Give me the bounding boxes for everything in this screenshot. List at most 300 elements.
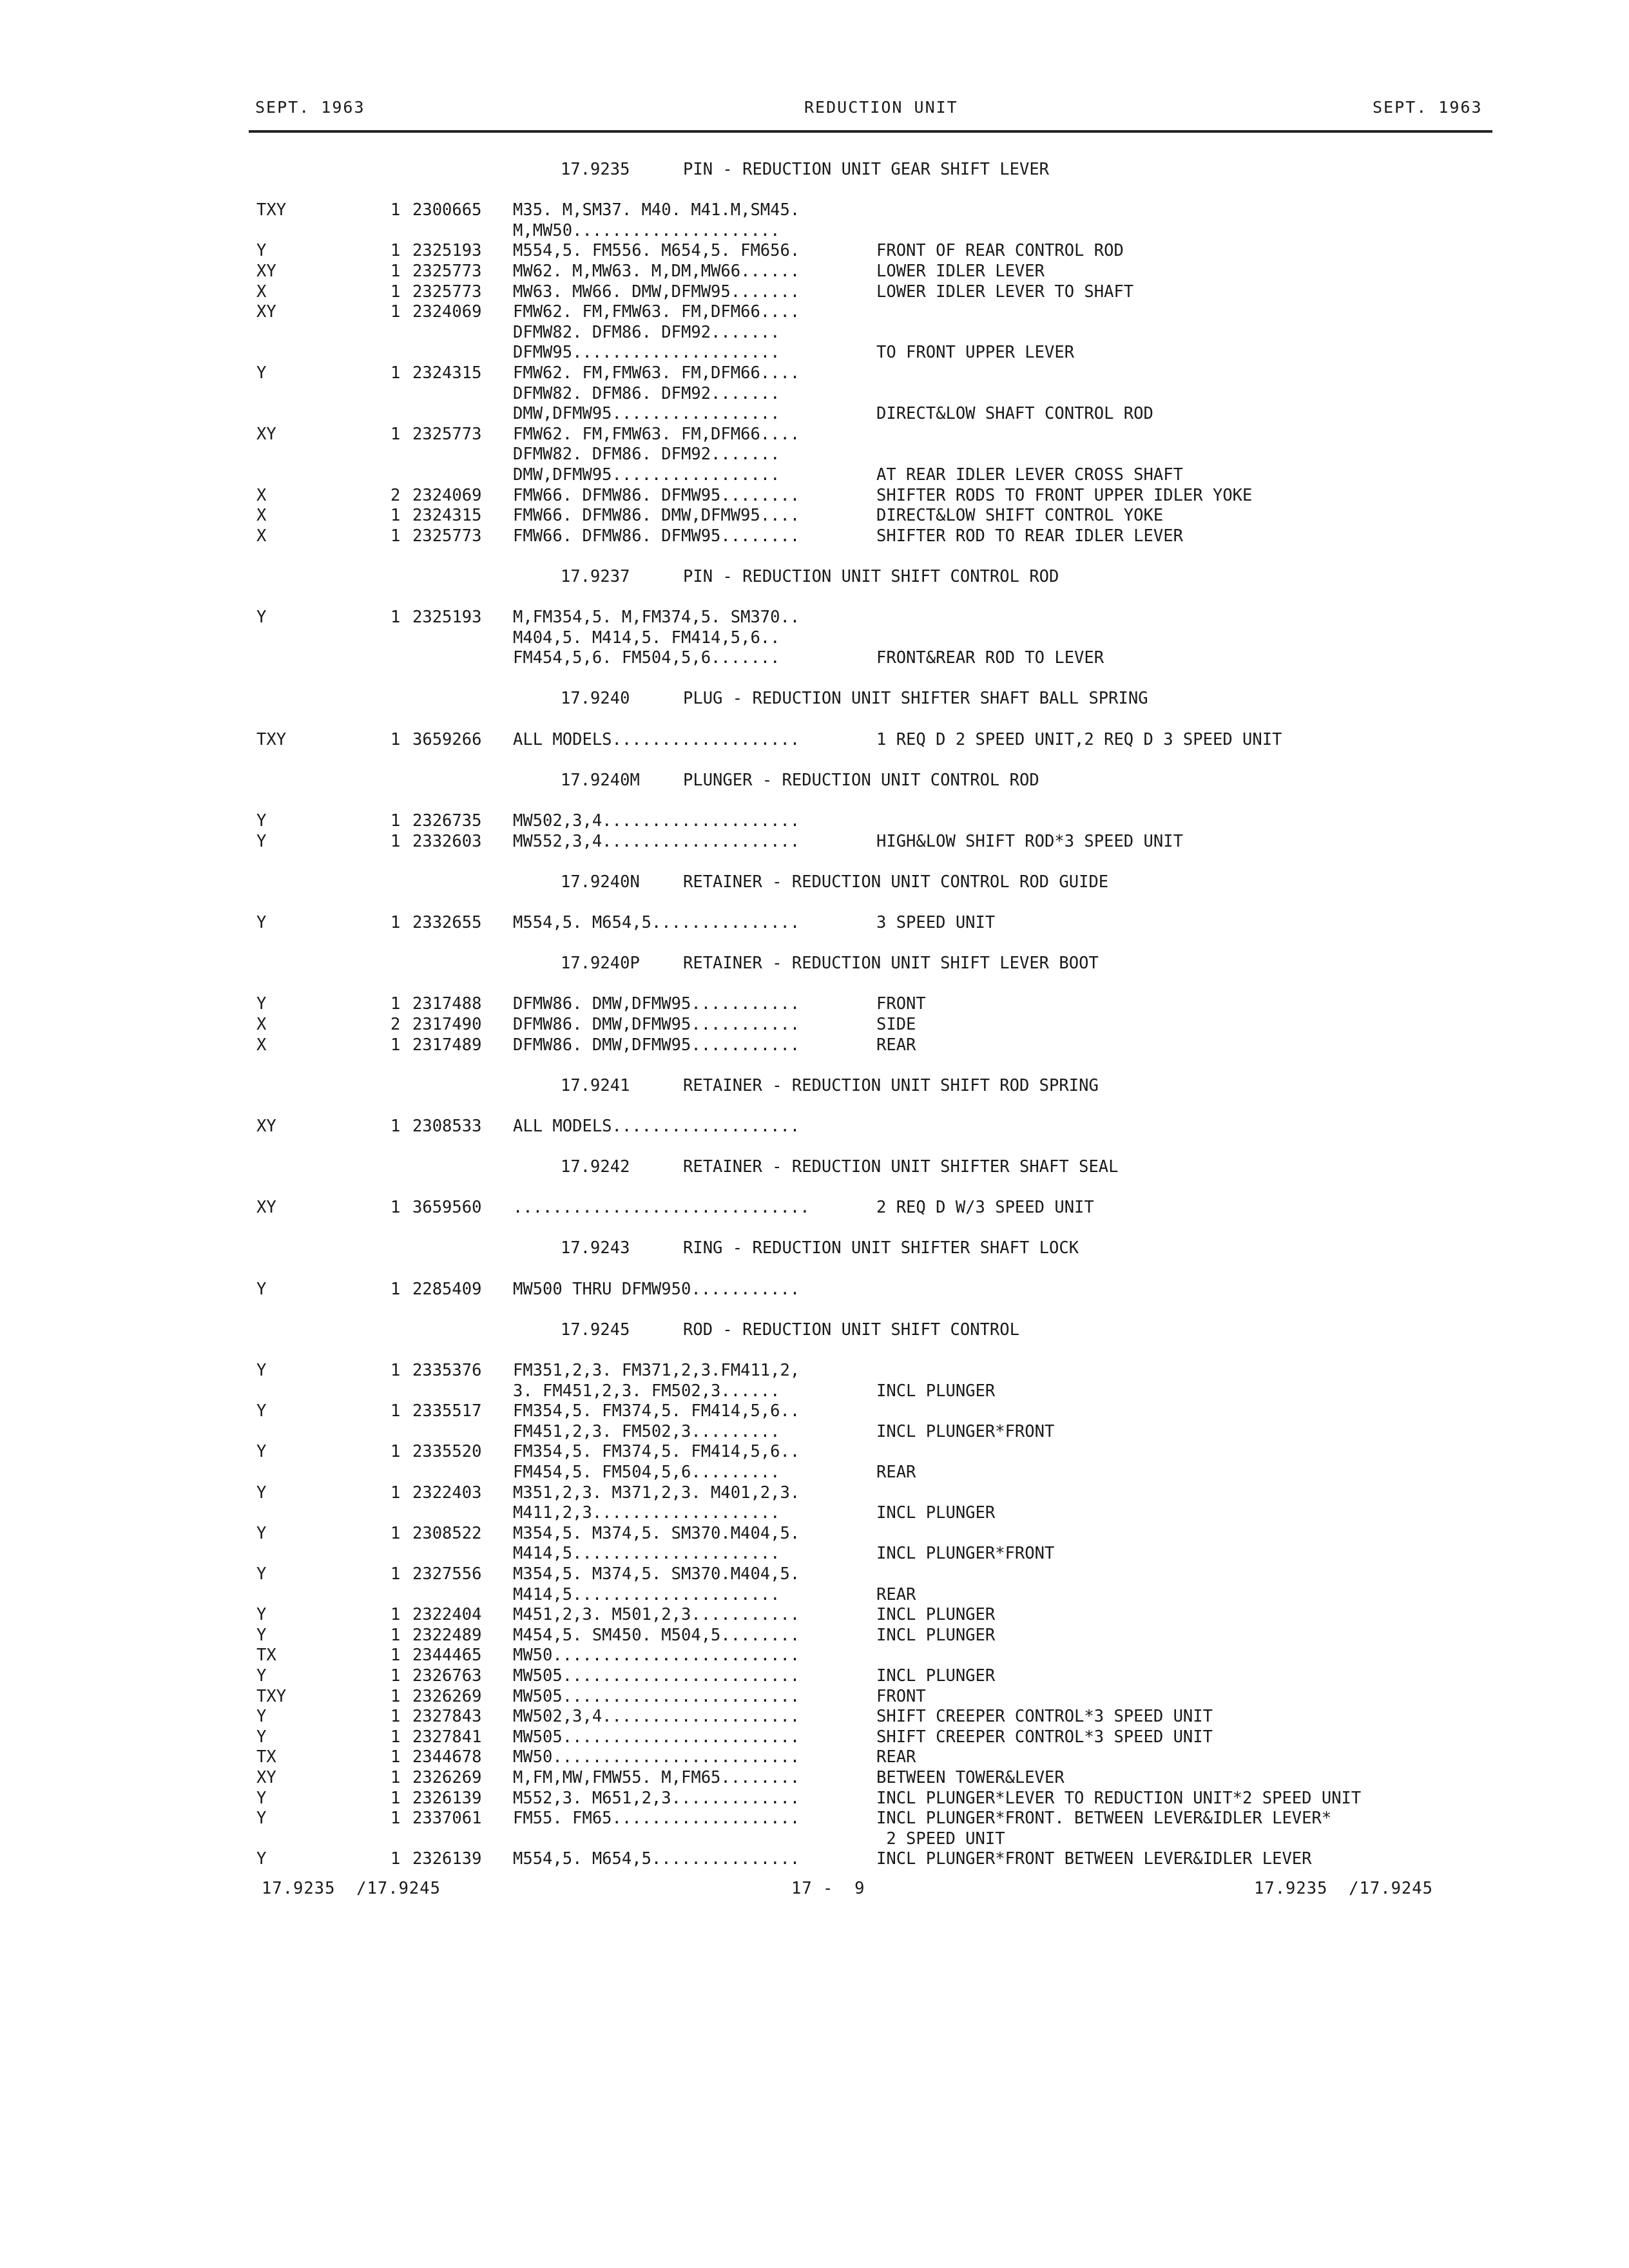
row-description: FRONT — [876, 994, 926, 1014]
row-description: SHIFTER ROD TO REAR IDLER LEVER — [876, 526, 1183, 546]
row-part-number: 2327843 — [412, 1707, 482, 1727]
table-row — [0, 730, 1629, 751]
row-models: MW552,3,4.................... — [513, 831, 800, 851]
row-part-number: 2327841 — [412, 1727, 482, 1747]
table-row — [0, 1361, 1629, 1381]
row-qty: 1 — [390, 1523, 401, 1543]
table-row — [0, 241, 1629, 262]
row-qty: 2 — [390, 485, 401, 505]
section-gap — [0, 1055, 1629, 1076]
row-code: Y — [256, 1625, 267, 1645]
row-models: MW50......................... — [513, 1747, 800, 1767]
row-code: Y — [256, 1666, 267, 1686]
row-qty: 1 — [390, 1483, 401, 1503]
row-models: FMW66. DFMW86. DFMW95........ — [513, 526, 800, 546]
row-part-number: 2344465 — [412, 1646, 482, 1666]
row-description: SHIFT CREEPER CONTROL*3 SPEED UNIT — [876, 1707, 1213, 1727]
table-row — [0, 1707, 1629, 1727]
row-code: X — [256, 1035, 267, 1055]
table-row — [0, 302, 1629, 323]
row-models: ALL MODELS................... — [513, 729, 800, 749]
row-part-number: 2332655 — [412, 912, 482, 932]
row-code: Y — [256, 608, 267, 628]
section-heading — [0, 771, 1629, 791]
row-models: FM55. FM65................... — [513, 1809, 800, 1829]
row-qty: 1 — [390, 1767, 401, 1787]
row-models: MW63. MW66. DMW,DFMW95....... — [513, 282, 800, 302]
row-models: M354,5. M374,5. SM370.M404,5. — [513, 1564, 800, 1584]
row-description: SIDE — [876, 1014, 916, 1034]
row-models: FMW66. DFMW86. DMW,DFMW95.... — [513, 506, 800, 526]
row-models: MW62. M,MW63. M,DM,MW66...... — [513, 261, 800, 281]
table-row — [0, 1768, 1629, 1789]
table-row — [0, 1646, 1629, 1666]
row-qty: 1 — [390, 1707, 401, 1727]
section-gap — [0, 1218, 1629, 1239]
row-qty: 1 — [390, 1686, 401, 1706]
row-models: M,MW50..................... — [513, 220, 780, 240]
row-part-number: 2325773 — [412, 282, 482, 302]
row-code: Y — [256, 1809, 267, 1829]
table-row — [0, 1829, 1629, 1850]
table-row — [0, 1280, 1629, 1300]
row-code: Y — [256, 912, 267, 932]
table-row — [0, 1747, 1629, 1768]
row-code: Y — [256, 1401, 267, 1421]
row-models: M554,5. M654,5............... — [513, 912, 800, 932]
row-part-number: 2326269 — [412, 1686, 482, 1706]
row-qty: 1 — [390, 363, 401, 383]
row-models: MW500 THRU DFMW950........... — [513, 1279, 800, 1299]
row-models: FMW66. DFMW86. DFMW95........ — [513, 485, 800, 505]
row-models: M414,5..................... — [513, 1544, 780, 1564]
section-gap — [0, 852, 1629, 872]
section-number: 17.9245 — [561, 1320, 630, 1340]
row-description: 3 SPEED UNIT — [876, 912, 996, 932]
section-number: 17.9241 — [561, 1075, 630, 1095]
footer-range-left: 17.9235 /17.9245 — [262, 1879, 441, 1898]
row-qty: 1 — [390, 200, 401, 220]
row-models: FMW62. FM,FMW63. FM,DFM66.... — [513, 424, 800, 444]
row-qty: 1 — [390, 1666, 401, 1686]
row-part-number: 2322403 — [412, 1483, 482, 1503]
row-description: SHIFT CREEPER CONTROL*3 SPEED UNIT — [876, 1727, 1213, 1747]
section-gap — [0, 546, 1629, 567]
table-row — [0, 913, 1629, 934]
row-models: M,FM,MW,FMW55. M,FM65........ — [513, 1767, 800, 1787]
row-description: INCL PLUNGER*FRONT — [876, 1544, 1055, 1564]
row-qty: 1 — [390, 811, 401, 831]
row-part-number: 2325193 — [412, 608, 482, 628]
row-models: DMW,DFMW95................. — [513, 465, 780, 485]
row-models: DFMW82. DFM86. DFM92....... — [513, 383, 780, 403]
section-gap — [0, 750, 1629, 771]
table-row — [0, 404, 1629, 425]
section-gap — [0, 1096, 1629, 1117]
row-qty: 1 — [390, 1605, 401, 1625]
row-code: Y — [256, 1727, 267, 1747]
row-description: BETWEEN TOWER&LEVER — [876, 1767, 1065, 1787]
row-description: REAR — [876, 1035, 916, 1055]
table-row — [0, 323, 1629, 343]
row-models: FM351,2,3. FM371,2,3.FM411,2, — [513, 1361, 800, 1381]
row-models: M554,5. FM556. M654,5. FM656. — [513, 241, 800, 261]
table-row — [0, 648, 1629, 669]
row-code: Y — [256, 1849, 267, 1869]
row-models: MW505........................ — [513, 1727, 800, 1747]
row-code: Y — [256, 994, 267, 1014]
parts-listing — [0, 160, 1629, 1870]
footer-range-right: 17.9235 /17.9245 — [1254, 1879, 1433, 1898]
table-row — [0, 1035, 1629, 1056]
row-description: INCL PLUNGER*FRONT. BETWEEN LEVER&IDLER LEVER* — [876, 1809, 1332, 1829]
header-rule — [249, 130, 1492, 133]
row-description: INCL PLUNGER — [876, 1625, 996, 1645]
row-qty: 1 — [390, 302, 401, 322]
table-row — [0, 221, 1629, 242]
row-part-number: 2324069 — [412, 302, 482, 322]
row-code: X — [256, 485, 267, 505]
row-part-number: 2326139 — [412, 1788, 482, 1808]
row-models: M404,5. M414,5. FM414,5,6.. — [513, 628, 780, 648]
row-description: INCL PLUNGER — [876, 1666, 996, 1686]
header-date-right: SEPT. 1963 — [1373, 98, 1483, 117]
section-title: RETAINER - REDUCTION UNIT SHIFTER SHAFT SEAL — [683, 1157, 1119, 1177]
row-code: XY — [256, 261, 276, 281]
row-qty: 1 — [390, 1116, 401, 1136]
row-part-number: 2335517 — [412, 1401, 482, 1421]
row-part-number: 3659266 — [412, 729, 482, 749]
row-part-number: 2325773 — [412, 526, 482, 546]
row-description: FRONT&REAR ROD TO LEVER — [876, 648, 1104, 668]
section-gap — [0, 791, 1629, 811]
row-code: Y — [256, 363, 267, 383]
table-row — [0, 1463, 1629, 1483]
row-models: MW505........................ — [513, 1686, 800, 1706]
section-title: RETAINER - REDUCTION UNIT CONTROL ROD GUIDE — [683, 872, 1109, 892]
section-gap — [0, 974, 1629, 995]
row-code: Y — [256, 1483, 267, 1503]
row-models: M354,5. M374,5. SM370.M404,5. — [513, 1523, 800, 1543]
row-models: M351,2,3. M371,2,3. M401,2,3. — [513, 1483, 800, 1503]
section-title: RING - REDUCTION UNIT SHIFTER SHAFT LOCK — [683, 1238, 1079, 1258]
row-code: Y — [256, 1564, 267, 1584]
row-models: MW502,3,4.................... — [513, 1707, 800, 1727]
row-models: MW50......................... — [513, 1646, 800, 1666]
table-row — [0, 1117, 1629, 1137]
table-row — [0, 1789, 1629, 1809]
row-code: Y — [256, 1523, 267, 1543]
table-row — [0, 1544, 1629, 1564]
table-row — [0, 1503, 1629, 1524]
row-part-number: 2326735 — [412, 811, 482, 831]
row-code: Y — [256, 811, 267, 831]
row-code: Y — [256, 241, 267, 261]
section-title: RETAINER - REDUCTION UNIT SHIFT ROD SPRING — [683, 1075, 1099, 1095]
row-part-number: 3659560 — [412, 1198, 482, 1218]
row-qty: 1 — [390, 1442, 401, 1462]
section-heading — [0, 954, 1629, 974]
table-row — [0, 200, 1629, 221]
row-code: Y — [256, 831, 267, 851]
row-models: 3. FM451,2,3. FM502,3...... — [513, 1381, 780, 1401]
row-models: FM354,5. FM374,5. FM414,5,6.. — [513, 1442, 800, 1462]
row-models: FM354,5. FM374,5. FM414,5,6.. — [513, 1401, 800, 1421]
row-code: X — [256, 282, 267, 302]
row-qty: 1 — [390, 1809, 401, 1829]
section-heading — [0, 1320, 1629, 1341]
row-code: XY — [256, 424, 276, 444]
header-date-left: SEPT. 1963 — [255, 98, 365, 117]
row-description: INCL PLUNGER — [876, 1381, 996, 1401]
row-models: M454,5. SM450. M504,5........ — [513, 1625, 800, 1645]
row-qty: 1 — [390, 526, 401, 546]
section-title: ROD - REDUCTION UNIT SHIFT CONTROL — [683, 1320, 1019, 1340]
row-code: TXY — [256, 729, 287, 749]
row-qty: 1 — [390, 831, 401, 851]
table-row — [0, 1524, 1629, 1544]
row-models: ALL MODELS................... — [513, 1116, 800, 1136]
row-models: M411,2,3................... — [513, 1503, 780, 1523]
row-code: Y — [256, 1605, 267, 1625]
table-row — [0, 1564, 1629, 1585]
row-code: Y — [256, 1707, 267, 1727]
section-number: 17.9242 — [561, 1157, 630, 1177]
row-part-number: 2325193 — [412, 241, 482, 261]
section-gap — [0, 892, 1629, 913]
row-models: M35. M,SM37. M40. M41.M,SM45. — [513, 200, 800, 220]
row-qty: 1 — [390, 608, 401, 628]
row-models: DFMW82. DFM86. DFM92....... — [513, 322, 780, 342]
row-part-number: 2337061 — [412, 1809, 482, 1829]
table-row — [0, 1015, 1629, 1035]
footer-page-number: 17 - 9 — [791, 1879, 865, 1898]
section-heading — [0, 689, 1629, 709]
table-row — [0, 1442, 1629, 1463]
row-part-number: 2308533 — [412, 1116, 482, 1136]
row-models: DFMW86. DMW,DFMW95........... — [513, 994, 800, 1014]
table-row — [0, 465, 1629, 486]
row-qty: 1 — [390, 1361, 401, 1381]
row-part-number: 2317490 — [412, 1014, 482, 1034]
row-description: 2 SPEED UNIT — [876, 1829, 1005, 1849]
row-models: DFMW86. DMW,DFMW95........... — [513, 1035, 800, 1055]
table-row — [0, 1381, 1629, 1402]
row-description: TO FRONT UPPER LEVER — [876, 343, 1075, 363]
row-description: DIRECT&LOW SHIFT CONTROL YOKE — [876, 506, 1164, 526]
table-row — [0, 363, 1629, 384]
table-row — [0, 486, 1629, 506]
row-models: FM454,5. FM504,5,6......... — [513, 1463, 780, 1482]
row-part-number: 2324315 — [412, 506, 482, 526]
table-row — [0, 343, 1629, 363]
row-part-number: 2322404 — [412, 1605, 482, 1625]
section-gap — [0, 669, 1629, 689]
row-description: INCL PLUNGER — [876, 1605, 996, 1625]
row-description: INCL PLUNGER*LEVER TO REDUCTION UNIT*2 SPEED UNIT — [876, 1788, 1362, 1808]
header-title: REDUCTION UNIT — [804, 98, 958, 117]
row-models: DFMW95..................... — [513, 343, 780, 363]
section-number: 17.9240M — [561, 770, 640, 790]
section-number: 17.9237 — [561, 566, 630, 586]
section-title: RETAINER - REDUCTION UNIT SHIFT LEVER BOOT — [683, 954, 1099, 974]
row-models: M414,5..................... — [513, 1584, 780, 1604]
row-qty: 1 — [390, 1849, 401, 1869]
section-heading — [0, 160, 1629, 180]
table-row — [0, 1422, 1629, 1443]
row-qty: 1 — [390, 1401, 401, 1421]
table-row — [0, 1727, 1629, 1748]
row-qty: 1 — [390, 1564, 401, 1584]
table-row — [0, 1626, 1629, 1646]
row-part-number: 2326763 — [412, 1666, 482, 1686]
table-row — [0, 1198, 1629, 1218]
section-title: PLUNGER - REDUCTION UNIT CONTROL ROD — [683, 770, 1039, 790]
row-code: XY — [256, 302, 276, 322]
row-part-number: 2335520 — [412, 1442, 482, 1462]
row-qty: 1 — [390, 1279, 401, 1299]
row-part-number: 2325773 — [412, 261, 482, 281]
table-row — [0, 1605, 1629, 1626]
row-code: XY — [256, 1116, 276, 1136]
row-description: SHIFTER RODS TO FRONT UPPER IDLER YOKE — [876, 485, 1253, 505]
row-models: FM451,2,3. FM502,3......... — [513, 1421, 780, 1441]
table-row — [0, 445, 1629, 465]
row-part-number: 2324069 — [412, 485, 482, 505]
table-row — [0, 994, 1629, 1015]
row-part-number: 2327556 — [412, 1564, 482, 1584]
table-row — [0, 1809, 1629, 1829]
section-number: 17.9240P — [561, 954, 640, 974]
row-models: FMW62. FM,FMW63. FM,DFM66.... — [513, 302, 800, 322]
row-code: Y — [256, 1279, 267, 1299]
row-models: MW505........................ — [513, 1666, 800, 1686]
row-models: M554,5. M654,5............... — [513, 1849, 800, 1869]
row-models: M451,2,3. M501,2,3........... — [513, 1605, 800, 1625]
section-title: PLUG - REDUCTION UNIT SHIFTER SHAFT BALL SPRING — [683, 689, 1148, 709]
table-row — [0, 628, 1629, 649]
section-gap — [0, 1259, 1629, 1280]
row-models: M552,3. M651,2,3............. — [513, 1788, 800, 1808]
row-description: FRONT OF REAR CONTROL ROD — [876, 241, 1124, 261]
table-row — [0, 832, 1629, 852]
row-part-number: 2317489 — [412, 1035, 482, 1055]
row-qty: 1 — [390, 1625, 401, 1645]
table-row — [0, 384, 1629, 405]
row-description: REAR — [876, 1747, 916, 1767]
section-number: 17.9240 — [561, 689, 630, 709]
section-gap — [0, 934, 1629, 954]
row-models: DFMW82. DFM86. DFM92....... — [513, 445, 780, 465]
row-description: LOWER IDLER LEVER TO SHAFT — [876, 282, 1134, 302]
row-code: Y — [256, 1361, 267, 1381]
row-code: TX — [256, 1747, 276, 1767]
row-models: .............................. — [513, 1198, 810, 1218]
row-part-number: 2285409 — [412, 1279, 482, 1299]
row-part-number: 2326139 — [412, 1849, 482, 1869]
table-row — [0, 1849, 1629, 1870]
row-qty: 1 — [390, 1727, 401, 1747]
row-description: INCL PLUNGER*FRONT — [876, 1421, 1055, 1441]
row-code: TXY — [256, 200, 287, 220]
row-part-number: 2332603 — [412, 831, 482, 851]
row-qty: 1 — [390, 994, 401, 1014]
row-part-number: 2300665 — [412, 200, 482, 220]
row-code: XY — [256, 1198, 276, 1218]
row-part-number: 2324315 — [412, 363, 482, 383]
row-qty: 2 — [390, 1014, 401, 1034]
section-gap — [0, 709, 1629, 730]
table-row — [0, 425, 1629, 445]
table-row — [0, 811, 1629, 832]
table-row — [0, 608, 1629, 628]
row-models: DMW,DFMW95................. — [513, 404, 780, 424]
table-row — [0, 1585, 1629, 1606]
row-models: FM454,5,6. FM504,5,6....... — [513, 648, 780, 668]
row-description: FRONT — [876, 1686, 926, 1706]
table-row — [0, 506, 1629, 526]
row-part-number: 2335376 — [412, 1361, 482, 1381]
section-number: 17.9235 — [561, 160, 630, 179]
row-part-number: 2344678 — [412, 1747, 482, 1767]
row-qty: 1 — [390, 241, 401, 261]
section-gap — [0, 180, 1629, 201]
row-qty: 1 — [390, 424, 401, 444]
row-description: 1 REQ D 2 SPEED UNIT,2 REQ D 3 SPEED UNIT — [876, 729, 1282, 749]
row-qty: 1 — [390, 1198, 401, 1218]
row-models: DFMW86. DMW,DFMW95........... — [513, 1014, 800, 1034]
row-qty: 1 — [390, 506, 401, 526]
section-heading — [0, 872, 1629, 893]
row-code: TX — [256, 1646, 276, 1666]
section-title: PIN - REDUCTION UNIT GEAR SHIFT LEVER — [683, 160, 1050, 179]
section-number: 17.9243 — [561, 1238, 630, 1258]
row-description: REAR — [876, 1463, 916, 1482]
row-code: X — [256, 506, 267, 526]
section-heading — [0, 1157, 1629, 1178]
row-qty: 1 — [390, 282, 401, 302]
row-part-number: 2308522 — [412, 1523, 482, 1543]
row-code: Y — [256, 1442, 267, 1462]
row-qty: 1 — [390, 912, 401, 932]
section-heading — [0, 1238, 1629, 1259]
row-qty: 1 — [390, 1788, 401, 1808]
row-description: REAR — [876, 1584, 916, 1604]
row-part-number: 2322489 — [412, 1625, 482, 1645]
row-code: Y — [256, 1788, 267, 1808]
table-row — [0, 1401, 1629, 1422]
section-title: PIN - REDUCTION UNIT SHIFT CONTROL ROD — [683, 566, 1059, 586]
row-qty: 1 — [390, 261, 401, 281]
section-gap — [0, 1340, 1629, 1361]
row-qty: 1 — [390, 1646, 401, 1666]
row-qty: 1 — [390, 1747, 401, 1767]
row-part-number: 2326269 — [412, 1767, 482, 1787]
section-heading — [0, 567, 1629, 588]
row-description: 2 REQ D W/3 SPEED UNIT — [876, 1198, 1094, 1218]
row-qty: 1 — [390, 729, 401, 749]
table-row — [0, 262, 1629, 282]
section-gap — [0, 1137, 1629, 1158]
row-models: MW502,3,4.................... — [513, 811, 800, 831]
row-description: LOWER IDLER LEVER — [876, 261, 1045, 281]
row-description: DIRECT&LOW SHAFT CONTROL ROD — [876, 404, 1153, 424]
row-description: AT REAR IDLER LEVER CROSS SHAFT — [876, 465, 1183, 485]
row-description: HIGH&LOW SHIFT ROD*3 SPEED UNIT — [876, 831, 1183, 851]
section-gap — [0, 1300, 1629, 1320]
section-gap — [0, 1178, 1629, 1198]
table-row — [0, 282, 1629, 303]
